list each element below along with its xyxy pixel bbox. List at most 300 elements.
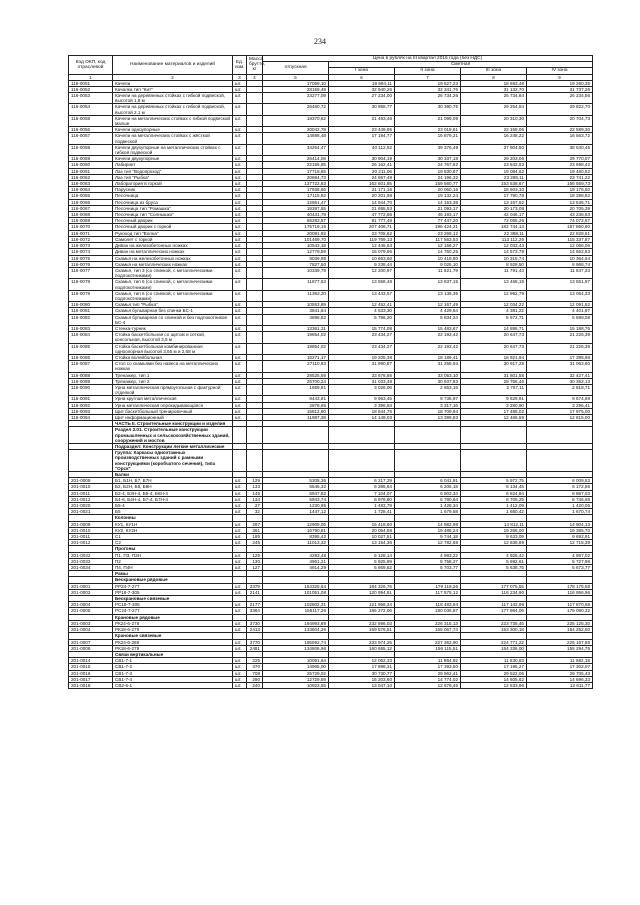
zone-2-price: 18 189,41: [395, 354, 461, 360]
section-heading: Прогоны: [113, 546, 233, 552]
zone-3-price: 177 075,55: [461, 583, 527, 589]
item-unit: шт.: [233, 354, 247, 360]
release-price: 1447,12: [263, 509, 329, 515]
zone-2-price: 15 483,67: [395, 325, 461, 331]
item-unit: шт.: [233, 343, 247, 354]
zone-2-price: 2 863,15: [395, 384, 461, 395]
zone-4-price: 225 125,30: [527, 620, 593, 626]
zone-4-price: 19 460,52: [527, 168, 593, 174]
item-mass: [247, 290, 263, 301]
item-name: С2: [113, 540, 233, 546]
zone-2-price: 19 488,24: [395, 527, 461, 533]
item-code: 201-0015: [69, 664, 113, 670]
item-name: Лаз тип "Рыбка": [113, 174, 233, 180]
item-unit: шт.: [233, 682, 247, 688]
zone-3-price: 153 538,67: [461, 181, 527, 187]
zone-1-price: 162 601,85: [329, 181, 395, 187]
item-unit: шт.: [233, 589, 247, 595]
price-table: [68, 55, 593, 689]
zone-2-price: 45 193,17: [395, 212, 461, 218]
zone-2-price: 12 167,49: [395, 302, 461, 308]
zone-1-price: 30 958,77: [329, 104, 395, 115]
item-code: 116-0085: [69, 343, 113, 354]
item-name: Скамья, тип 6 (со спинкой, с металлическими подлокотниками): [113, 290, 233, 301]
zone-2-price: 11 921,79: [395, 267, 461, 278]
column-index: 3: [233, 74, 247, 80]
item-code: 116-0082: [69, 314, 113, 325]
item-name: П2: [113, 558, 233, 564]
release-price: 17936,66: [263, 187, 329, 193]
item-code: 116-0068: [69, 212, 113, 218]
zone-3-price: 12 034,22: [461, 302, 527, 308]
zone-1-price: 207 406,71: [329, 224, 395, 230]
zone-4-price: 11 847,33: [527, 267, 593, 278]
section-heading: Бескрановые связевые: [113, 596, 233, 602]
zone-2-price: 12 678,46: [395, 682, 461, 688]
zone-3-price: 12 033,43: [461, 243, 527, 249]
item-mass: 2481: [247, 645, 263, 651]
item-mass: 133: [247, 484, 263, 490]
zone-4-price: 74 072,67: [527, 218, 593, 224]
zone-1-price: 19 205,38: [329, 354, 395, 360]
section-empty-cell: [233, 450, 247, 472]
item-name: Скамья, тип 6 (со спинкой, с металлическими подлокотниками): [113, 279, 233, 290]
item-unit: шт.: [233, 156, 247, 162]
zone-4-price: 21 226,39: [527, 332, 593, 343]
zone-4-price: 26 234,56: [527, 93, 593, 104]
item-name: Б5: [113, 509, 233, 515]
zone-4-price: 13 054,33: [527, 290, 593, 301]
item-name: РК24-6-268: [113, 639, 233, 645]
release-price: 27110,83: [263, 361, 329, 372]
item-unit: шт.: [233, 80, 247, 86]
item-code: 116-0093: [69, 408, 113, 414]
zone-4-price: 2 818,71: [527, 384, 593, 395]
zone-1-price: 3 026,06: [329, 384, 395, 395]
release-price: 14698,48: [263, 133, 329, 144]
item-unit: шт.: [233, 212, 247, 218]
zone-1-price: 4 533,30: [329, 308, 395, 314]
item-name: Щит информационный: [113, 414, 233, 420]
item-mass: 245: [247, 540, 263, 546]
item-name: Скамья бульварная со спинкой и без подлокотников БС-4: [113, 314, 233, 325]
item-mass: 240: [247, 682, 263, 688]
zone-1-price: 6 385,64: [329, 484, 395, 490]
header-release: отпускная: [263, 62, 329, 74]
item-unit: шт.: [233, 670, 247, 676]
zone-1-price: 233 974,25: [329, 639, 395, 645]
item-code: 116-0092: [69, 402, 113, 408]
item-unit: шт.: [233, 205, 247, 211]
item-code: 116-0055: [69, 115, 113, 126]
item-name: Песочница тип "Солнышко": [113, 212, 233, 218]
item-code: 201-0003: [69, 620, 113, 626]
item-unit: шт.: [233, 255, 247, 261]
item-name: Самолет с горкой: [113, 236, 233, 242]
release-price: 134806,96: [263, 645, 329, 651]
zone-4-price: 21 226,39: [527, 343, 593, 354]
item-unit: шт.: [233, 378, 247, 384]
release-price: 18397,55: [263, 205, 329, 211]
zone-3-price: 18 603,10: [461, 187, 527, 193]
zone-2-price: 1 679,58: [395, 509, 461, 515]
item-name: Качели на металлических стойках с жёсткой подвеской: [113, 133, 233, 144]
zone-2-price: 179 118,26: [395, 583, 461, 589]
table-row: [69, 115, 593, 126]
item-unit: шт.: [233, 224, 247, 230]
zone-2-price: 1 428,34: [395, 503, 461, 509]
item-unit: шт.: [233, 372, 247, 378]
header-zone-2: II зона: [395, 68, 461, 74]
release-price: 11877,53: [263, 279, 329, 290]
zone-3-price: 6 134,45: [461, 484, 527, 490]
zone-3-price: 12 992,79: [461, 290, 527, 301]
zone-3-price: 12 466,59: [461, 414, 527, 420]
item-unit: шт.: [233, 645, 247, 651]
item-unit: шт.: [233, 174, 247, 180]
zone-3-price: 14 605,62: [461, 676, 527, 682]
zone-4-price: 17 395,88: [527, 354, 593, 360]
release-price: 28159,48: [263, 86, 329, 92]
zone-1-price: 17 898,31: [329, 664, 395, 670]
zone-3-price: 113 112,26: [461, 236, 527, 242]
release-price: 65283,57: [263, 218, 329, 224]
release-price: 133604,26: [263, 627, 329, 633]
item-unit: шт.: [233, 627, 247, 633]
zone-4-price: 11 682,18: [527, 658, 593, 664]
zone-4-price: 116 956,96: [527, 589, 593, 595]
zone-4-price: 8 968,74: [527, 261, 593, 267]
zone-4-price: 29 705,43: [527, 670, 593, 676]
zone-3-price: 20 647,73: [461, 332, 527, 343]
zone-3-price: 20 647,73: [461, 343, 527, 354]
zone-2-price: 156 115,51: [395, 645, 461, 651]
zone-1-price: 20 054,68: [329, 527, 395, 533]
zone-4-price: 30 352,13: [527, 378, 593, 384]
zone-2-price: 6 903,34: [395, 490, 461, 496]
item-code: 116-0088: [69, 372, 113, 378]
release-price: 12779,59: [263, 249, 329, 255]
section-heading: Крановые связевые: [113, 633, 233, 639]
zone-1-price: 5 786,20: [329, 314, 395, 325]
zone-1-price: 19 994,11: [329, 80, 395, 86]
item-code: 201-0009: [69, 478, 113, 484]
zone-2-price: 32 341,76: [395, 86, 461, 92]
section-empty-cell: [247, 427, 263, 444]
item-name: Диван на железобетонных ножках: [113, 243, 233, 249]
zone-1-price: 5 925,89: [329, 558, 395, 564]
item-code: 116-0073: [69, 243, 113, 249]
release-price: 16790,81: [263, 527, 329, 533]
price-table-sheet: [68, 55, 592, 689]
zone-3-price: 22 159,06: [461, 127, 527, 133]
zone-4-price: 13 536,71: [527, 199, 593, 205]
zone-4-price: 5 599,08: [527, 314, 593, 325]
zone-2-price: 5 703,77: [395, 565, 461, 571]
item-code: 201-0004: [69, 627, 113, 633]
zone-4-price: 23 698,42: [527, 162, 593, 168]
zone-3-price: 14 573,79: [461, 249, 527, 255]
item-mass: 2413: [247, 627, 263, 633]
zone-2-price: 118 483,84: [395, 602, 461, 608]
table-row: [69, 332, 593, 343]
zone-1-price: 12 052,33: [329, 658, 395, 664]
item-code: 116-0064: [69, 187, 113, 193]
item-code: 116-0066: [69, 199, 113, 205]
item-name: КУ2, КУ2Н: [113, 527, 233, 533]
release-price: 19854,02: [263, 343, 329, 354]
item-unit: шт.: [233, 408, 247, 414]
item-code: 116-0089: [69, 378, 113, 384]
item-unit: шт.: [233, 314, 247, 325]
release-price: 11987,38: [263, 414, 329, 420]
item-name: Скамья бульварная без спинки БС-1: [113, 308, 233, 314]
zone-4-price: 6 746,69: [527, 496, 593, 502]
item-unit: шт.: [233, 552, 247, 558]
zone-3-price: 18 693,48: [461, 80, 527, 86]
item-mass: 129: [247, 478, 263, 484]
item-code: 116-0054: [69, 104, 113, 115]
zone-2-price: 3 317,16: [395, 402, 461, 408]
zone-4-price: 29 770,07: [527, 156, 593, 162]
release-price: 11393,20: [263, 290, 329, 301]
zone-2-price: 117 575,12: [395, 589, 461, 595]
item-name: Песочница тип "Ромашка": [113, 205, 233, 211]
item-unit: шт.: [233, 302, 247, 308]
zone-4-price: 14 662,83: [527, 249, 593, 255]
item-name: Качели на деревянных стойках с гибкой подвеской, высотой 1,8 м: [113, 93, 233, 104]
release-price: 26414,08: [263, 156, 329, 162]
item-code: 116-0053: [69, 93, 113, 104]
item-code: 201-0020: [69, 503, 113, 509]
zone-4-price: 179 090,32: [527, 608, 593, 614]
release-price: 10553,89: [263, 302, 329, 308]
item-unit: шт.: [233, 384, 247, 395]
item-mass: 134: [247, 496, 263, 502]
item-unit: шт.: [233, 127, 247, 133]
item-code: 116-0075: [69, 255, 113, 261]
item-code: 116-0056: [69, 127, 113, 133]
section-empty-cell: [527, 450, 593, 472]
item-mass: 185: [247, 534, 263, 540]
item-mass: 145: [247, 490, 263, 496]
zone-2-price: 226 315,13: [395, 620, 461, 626]
release-price: 20081,92: [263, 230, 329, 236]
item-unit: шт.: [233, 332, 247, 343]
zone-3-price: 6 705,25: [461, 496, 527, 502]
item-name: Песочница: [113, 193, 233, 199]
zone-1-price: 20 201,98: [329, 193, 395, 199]
zone-1-price: 21 171,16: [329, 187, 395, 193]
zone-2-price: 23 019,61: [395, 127, 461, 133]
zone-1-price: 26 162,41: [329, 162, 395, 168]
zone-2-price: 6 041,91: [395, 478, 461, 484]
zone-2-price: 159 560,77: [395, 181, 461, 187]
item-code: 201-0014: [69, 658, 113, 664]
item-name: РР24-7-277: [113, 583, 233, 589]
release-price: 10543,18: [263, 243, 329, 249]
zone-2-price: 14 750,25: [395, 249, 461, 255]
zone-2-price: 19 627,23: [395, 80, 461, 86]
item-name: СВ1-7-3: [113, 670, 233, 676]
item-code: 116-0076: [69, 261, 113, 267]
section-heading-row: [69, 427, 593, 444]
zone-1-price: 30 904,19: [329, 156, 395, 162]
release-price: 17718,65: [263, 168, 329, 174]
item-unit: шт.: [233, 602, 247, 608]
item-unit: шт.: [233, 290, 247, 301]
zone-4-price: 14 904,13: [527, 521, 593, 527]
item-unit: шт.: [233, 558, 247, 564]
release-price: 101051,08: [263, 589, 329, 595]
zone-1-price: 184 326,76: [329, 583, 395, 589]
section-empty-cell: [527, 427, 593, 444]
item-code: 201-0007: [69, 639, 113, 645]
zone-4-price: 22 828,61: [527, 230, 593, 236]
item-mass: [247, 104, 263, 115]
zone-2-price: 9 735,97: [395, 396, 461, 402]
item-unit: шт.: [233, 583, 247, 589]
item-unit: шт.: [233, 236, 247, 242]
item-unit: шт.: [233, 144, 247, 155]
zone-3-price: 12 636,89: [461, 540, 527, 546]
item-unit: шт.: [233, 86, 247, 92]
item-code: 116-0052: [69, 86, 113, 92]
zone-4-price: 4 401,97: [527, 308, 593, 314]
zone-3-price: 1 412,09: [461, 503, 527, 509]
column-index: 2: [113, 74, 233, 80]
section-empty-cell: [461, 427, 527, 444]
zone-4-price: 5 727,98: [527, 558, 593, 564]
zone-1-price: 160 655,12: [329, 645, 395, 651]
release-price: 10091,64: [263, 658, 329, 664]
zone-2-price: 30 390,75: [395, 104, 461, 115]
section-heading: Подраздел: Конструкции легкие металлические: [113, 444, 233, 450]
zone-2-price: 5 758,27: [395, 558, 461, 564]
header-zone-4: IV зона: [527, 68, 593, 74]
item-name: Тренажер, тип 2: [113, 378, 233, 384]
release-price: 154325,64: [263, 583, 329, 589]
zone-1-price: 1 483,79: [329, 503, 395, 509]
zone-3-price: 37 904,50: [461, 144, 527, 155]
item-name: Диван на металлических ножках: [113, 249, 233, 255]
item-mass: 370: [247, 664, 263, 670]
zone-2-price: 31 258,94: [395, 361, 461, 372]
zone-1-price: 159 576,51: [329, 627, 395, 633]
release-price: 10339,79: [263, 267, 329, 278]
item-name: Стойка баскетбольная комбинированная одноопорная высотой 3,55 м и 2,68 м: [113, 343, 233, 354]
zone-3-price: 153 300,18: [461, 627, 527, 633]
section-heading: Крановые рядовые: [113, 614, 233, 620]
item-mass: [247, 384, 263, 395]
zone-1-price: 5 128,14: [329, 552, 395, 558]
zone-1-price: 31 033,48: [329, 378, 395, 384]
item-unit: шт.: [233, 361, 247, 372]
item-name: РК18-6-279: [113, 627, 233, 633]
item-unit: шт.: [233, 664, 247, 670]
zone-1-price: 47 772,86: [329, 212, 395, 218]
zone-3-price: 19 266,00: [461, 527, 527, 533]
zone-3-price: 4 926,42: [461, 552, 527, 558]
zone-4-price: 32 427,41: [527, 372, 593, 378]
item-code: 201-0032: [69, 552, 113, 558]
zone-3-price: 224 771,22: [461, 639, 527, 645]
zone-4-price: 22 589,30: [527, 127, 593, 133]
zone-1-price: 27 234,00: [329, 93, 395, 104]
zone-3-price: 20 173,08: [461, 205, 527, 211]
release-price: 137722,83: [263, 181, 329, 187]
item-code: 116-0061: [69, 168, 113, 174]
zone-2-price: 9 744,18: [395, 534, 461, 540]
header-zone-1: I зона: [329, 68, 395, 74]
zone-4-price: 187 860,60: [527, 224, 593, 230]
item-mass: 3379: [247, 583, 263, 589]
zone-2-price: 13 136,35: [395, 290, 461, 301]
zone-4-price: 5 673,77: [527, 565, 593, 571]
column-index: 5: [263, 74, 329, 80]
zone-3-price: 16 921,94: [461, 354, 527, 360]
zone-3-price: 5 638,75: [461, 565, 527, 571]
item-unit: шт.: [233, 162, 247, 168]
header-zone-3: III зона: [461, 68, 527, 74]
item-unit: шт.: [233, 187, 247, 193]
item-code: 116-0060: [69, 162, 113, 168]
section-empty-cell: [395, 427, 461, 444]
zone-1-price: 20 211,06: [329, 168, 395, 174]
item-name: КУ1, КУ1Н: [113, 521, 233, 527]
zone-2-price: 4 429,64: [395, 308, 461, 314]
item-code: 116-0087: [69, 361, 113, 372]
zone-2-price: 29 862,41: [395, 670, 461, 676]
item-name: Качалка тип "Кит": [113, 86, 233, 92]
release-price: 13361,31: [263, 325, 329, 331]
item-code: 116-0069: [69, 218, 113, 224]
zone-1-price: 15 203,60: [329, 676, 395, 682]
column-index: 1: [69, 74, 113, 80]
section-empty-cell: [247, 450, 263, 472]
item-code: 201-0008: [69, 645, 113, 651]
item-unit: шт.: [233, 402, 247, 408]
release-price: 12729,59: [263, 676, 329, 682]
release-price: 8395,42: [263, 534, 329, 540]
release-price: 9039,98: [263, 255, 329, 261]
zone-2-price: 10 419,80: [395, 255, 461, 261]
item-unit: шт.: [233, 115, 247, 126]
release-price: 22156,85: [263, 162, 329, 168]
section-empty-cell: [395, 450, 461, 472]
table-row: [69, 314, 593, 325]
item-unit: шт.: [233, 133, 247, 144]
item-name: СВ2-6-1: [113, 682, 233, 688]
item-code: 116-0072: [69, 236, 113, 242]
zone-2-price: 9 025,10: [395, 261, 461, 267]
item-unit: шт.: [233, 243, 247, 249]
item-code: 116-0057: [69, 133, 113, 144]
item-unit: шт.: [233, 168, 247, 174]
zone-2-price: 12 782,68: [395, 540, 461, 546]
item-unit: шт.: [233, 658, 247, 664]
item-code: 116-0090: [69, 384, 113, 395]
item-code: 116-0074: [69, 249, 113, 255]
zone-1-price: 12 452,41: [329, 302, 395, 308]
header-price-group: Цена в рублях на III квартал 2016 года (без НДС): [263, 56, 593, 62]
zone-3-price: 42 046,17: [461, 212, 527, 218]
zone-1-price: 81 777,48: [329, 218, 395, 224]
header-code: Код ОКП, код отраслевой: [69, 56, 113, 75]
zone-1-price: 5 869,82: [329, 565, 395, 571]
release-price: 5947,82: [263, 490, 329, 496]
zone-3-price: 20 310,30: [461, 115, 527, 126]
